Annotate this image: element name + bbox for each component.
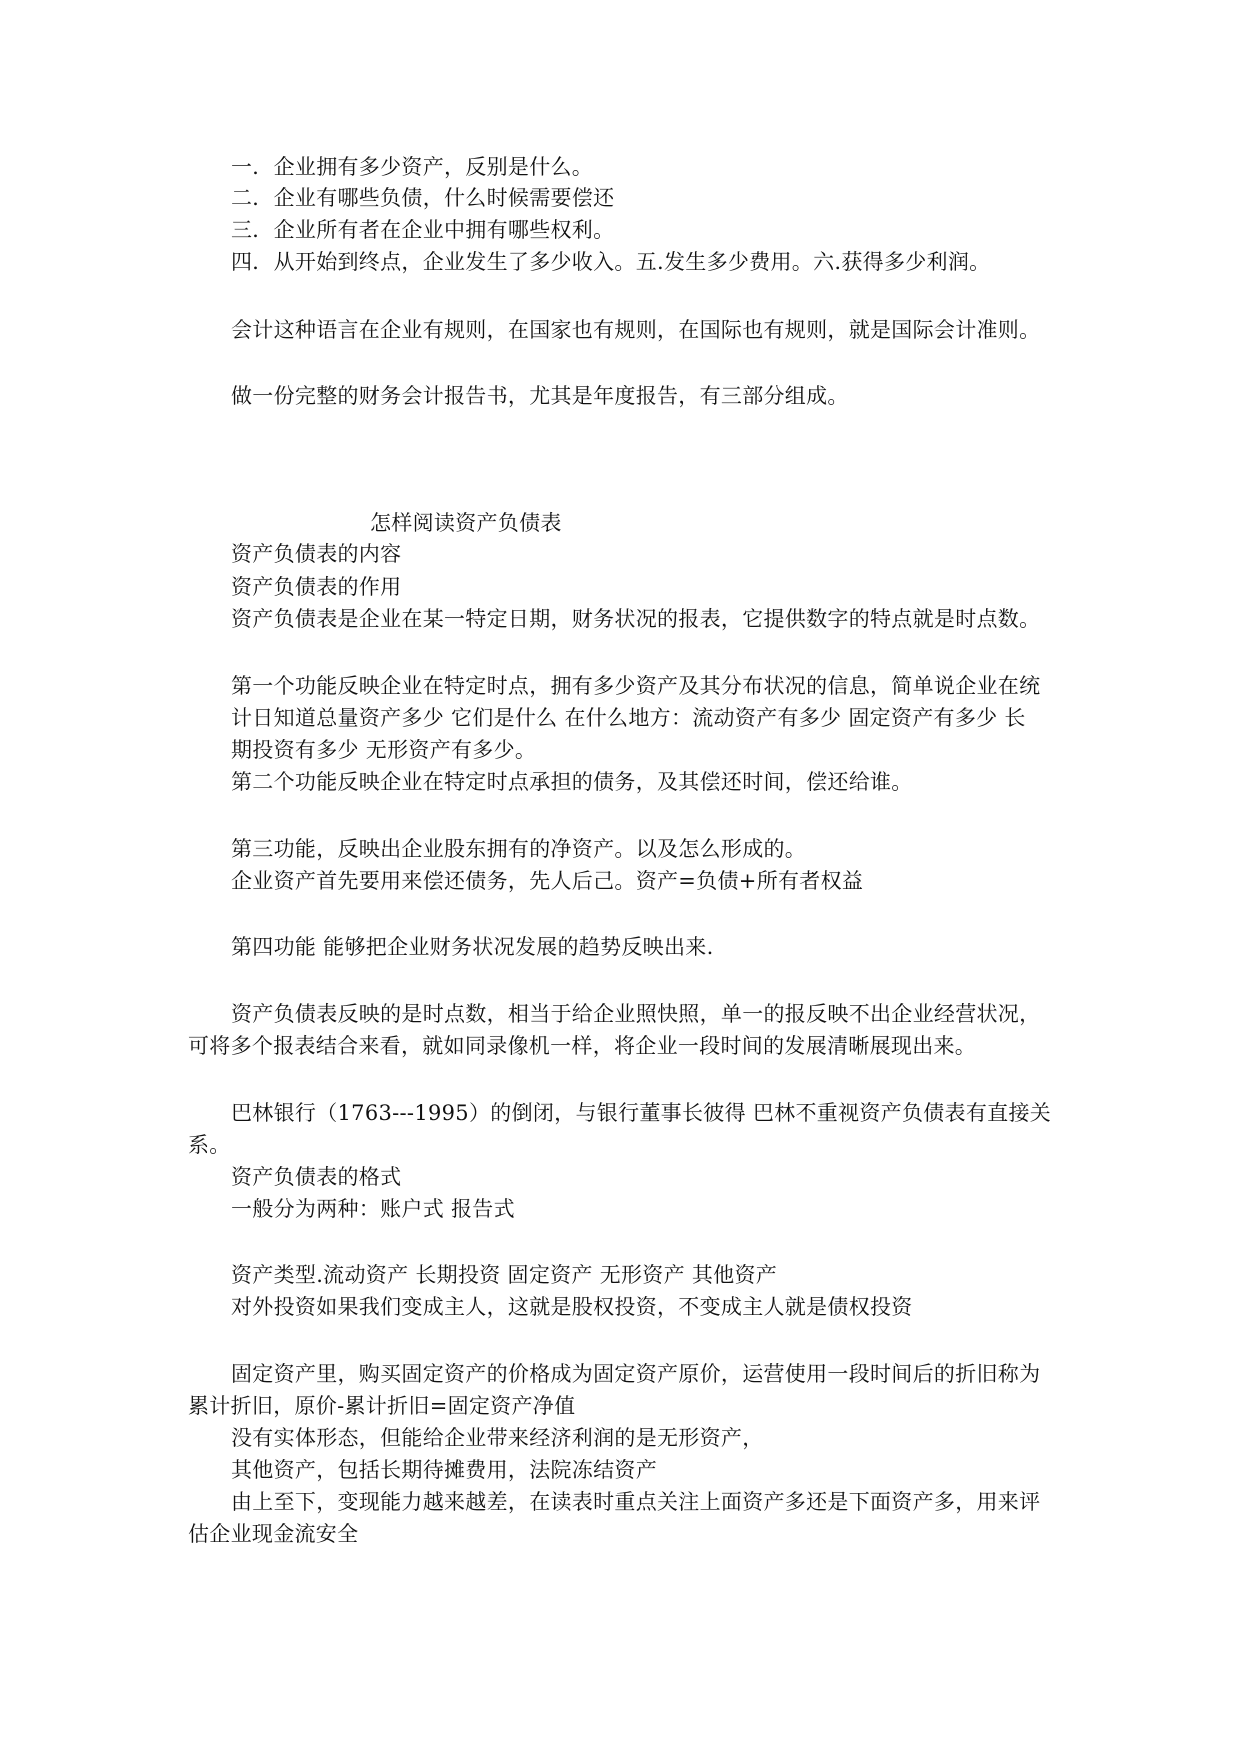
section-title: 怎样阅读资产负债表 [370,511,562,535]
investment-note: 对外投资如果我们变成主人，这就是股权投资，不变成主人就是债权投资 [231,1295,913,1319]
format-types: 一般分为两种：账户式 报告式 [231,1197,515,1221]
subheading-format: 资产负债表的格式 [231,1165,402,1189]
paragraph-report: 做一份完整的财务会计报告书，尤其是年度报告，有三部分组成。 [231,384,849,408]
subheading-function: 资产负债表的作用 [231,575,402,599]
paragraph-definition: 资产负债表是企业在某一特定日期，财务状况的报表，它提供数字的特点就是时点数。 [231,607,1041,631]
intro-list-item-4: 四．从开始到终点，企业发生了多少收入。五.发生多少费用。六.获得多少利润。 [231,250,991,274]
function-2: 第二个功能反映企业在特定时点承担的债务，及其偿还时间，偿还给谁。 [231,770,913,794]
function-4: 第四功能 能够把企业财务状况发展的趋势反映出来. [231,935,714,959]
fixed-assets-line-2: 累计折旧，原价-累计折旧=固定资产净值 [188,1394,576,1418]
snapshot-line-1: 资产负债表反映的是时点数，相当于给企业照快照，单一的报反映不出企业经营状况， [231,1002,1041,1026]
intro-list-item-1: 一．企业拥有多少资产，反别是什么。 [231,155,594,179]
paragraph-rules: 会计这种语言在企业有规则，在国家也有规则，在国际也有规则，就是国际会计准则。 [231,318,1041,342]
liquidity-line-1: 由上至下，变现能力越来越差，在读表时重点关注上面资产多还是下面资产多，用来评 [231,1490,1041,1514]
function-3-note: 企业资产首先要用来偿还债务，先人后己。资产=负债+所有者权益 [231,869,864,893]
function-1-line-1: 第一个功能反映企业在特定时点，拥有多少资产及其分布状况的信息，简单说企业在统 [231,674,1041,698]
function-3: 第三功能，反映出企业股东拥有的净资产。以及怎么形成的。 [231,837,807,861]
barings-line-2: 系。 [188,1133,231,1157]
snapshot-line-2: 可将多个报表结合来看，就如同录像机一样，将企业一段时间的发展清晰展现出来。 [188,1034,977,1058]
function-1-line-3: 期投资有多少 无形资产有多少。 [231,738,537,762]
barings-line-1: 巴林银行（1763---1995）的倒闭，与银行董事长彼得 巴林不重视资产负债表有直接关 [231,1101,1052,1125]
other-assets-note: 其他资产，包括长期待摊费用，法院冻结资产 [231,1458,657,1482]
liquidity-line-2: 估企业现金流安全 [188,1522,359,1546]
intro-list-item-2: 二．企业有哪些负债，什么时候需要偿还 [231,186,615,210]
intangible-note: 没有实体形态，但能给企业带来经济利润的是无形资产， [231,1426,764,1450]
fixed-assets-line-1: 固定资产里，购买固定资产的价格成为固定资产原价，运营使用一段时间后的折旧称为 [231,1362,1041,1386]
function-1-line-2: 计日知道总量资产多少 它们是什么 在什么地方：流动资产有多少 固定资产有多少 长 [231,706,1026,730]
subheading-content: 资产负债表的内容 [231,542,402,566]
intro-list-item-3: 三．企业所有者在企业中拥有哪些权利。 [231,218,615,242]
asset-types: 资产类型.流动资产 长期投资 固定资产 无形资产 其他资产 [231,1263,778,1287]
